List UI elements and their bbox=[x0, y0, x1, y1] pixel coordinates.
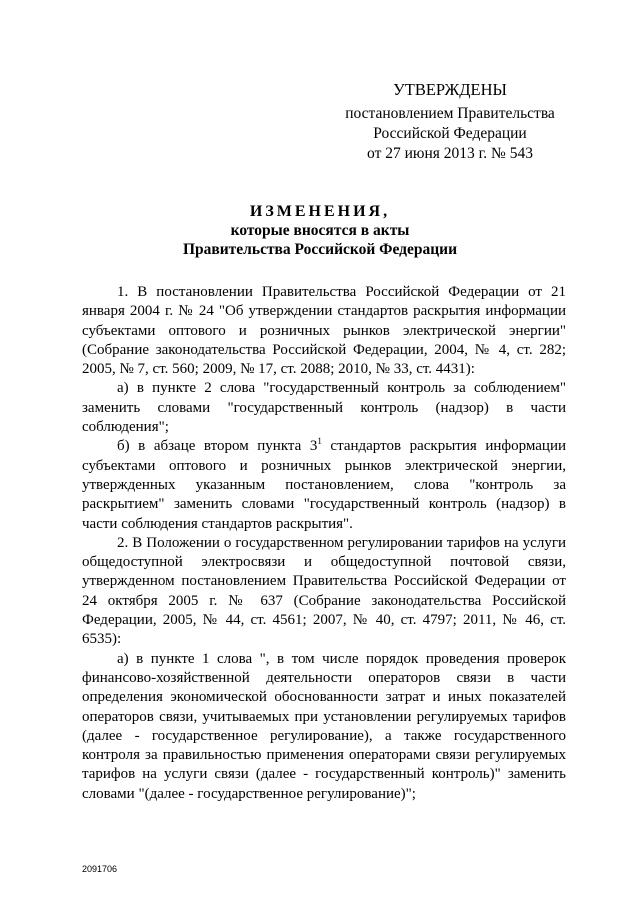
paragraph-2a: а) в пункте 1 слова ", в том числе порядок проведения проверок финансово-хозяйственной деятельности операторов связи в части определения экономической обоснованности затрат и иных показателей операторов связи, учитываемых при установлении регулируемых тарифов (далее - государственное регулирование), а также государственного контроля за правильностью применения операторами связи регулируемых тарифов на услуги связи (далее - государственный контроль)" заменить словами "(далее - государственное регулирование)"; bbox=[82, 650, 566, 802]
paragraph-1b-start: б) в абзаце втором пункта 3 bbox=[117, 438, 318, 455]
title-line-2: которые вносятся в акты bbox=[230, 222, 410, 239]
approved-org-line: Российской Федерации bbox=[373, 125, 527, 142]
approved-heading: УТВЕРЖДЕНЫ bbox=[393, 80, 507, 99]
document-body bbox=[82, 283, 566, 804]
approval-stamp bbox=[320, 80, 580, 164]
document-code: 2091706 bbox=[82, 864, 118, 874]
paragraph-1a: а) в пункте 2 слова "государственный контроль за соблюдением" заменить словами "государственный контроль (надзор) в части соблюдения"; bbox=[82, 380, 566, 436]
paragraph-1b-end: стандартов раскрытия информации субъектами оптового и розничных рынков электрической энергии, утвержденных указанным постановлением, слова "контроль за раскрытием" заменить словами "государственный контроль (надзор) в части соблюдения стандартов раскрытия". bbox=[82, 438, 566, 532]
paragraph-2: 2. В Положении о государственном регулировании тарифов на услуги общедоступной электросвязи и общедоступной почтовой связи, утвержденном постановлением Правительства Российской Федерации от 24 октября 2005 г. № 637 (Собрание законодательства Российской Федерации, 2005, № 44, ст. 4561; 2007, № 40, ст. 4797; 2011, № 46, ст. 6535): bbox=[82, 534, 566, 648]
approved-date-line: от 27 июня 2013 г. № 543 bbox=[367, 145, 533, 162]
document-title bbox=[70, 202, 570, 259]
title-line-1: ИЗМЕНЕНИЯ, bbox=[249, 203, 391, 220]
approved-by-line: постановлением Правительства bbox=[345, 105, 555, 122]
paragraph-1b bbox=[82, 437, 566, 533]
superscript: 1 bbox=[317, 436, 322, 447]
title-line-3: Правительства Российской Федерации bbox=[182, 241, 458, 258]
paragraph-1: 1. В постановлении Правительства Российской Федерации от 21 января 2004 г. № 24 "Об утверждении стандартов раскрытия информации субъектами оптового и розничных рынков электрической энергии" (Собрание законодательства Российской Федерации, 2004, № 4, ст. 282; 2005, № 7, ст. 560; 2009, № 17, ст. 2088; 2010, № 33, ст. 4431): bbox=[82, 284, 566, 378]
